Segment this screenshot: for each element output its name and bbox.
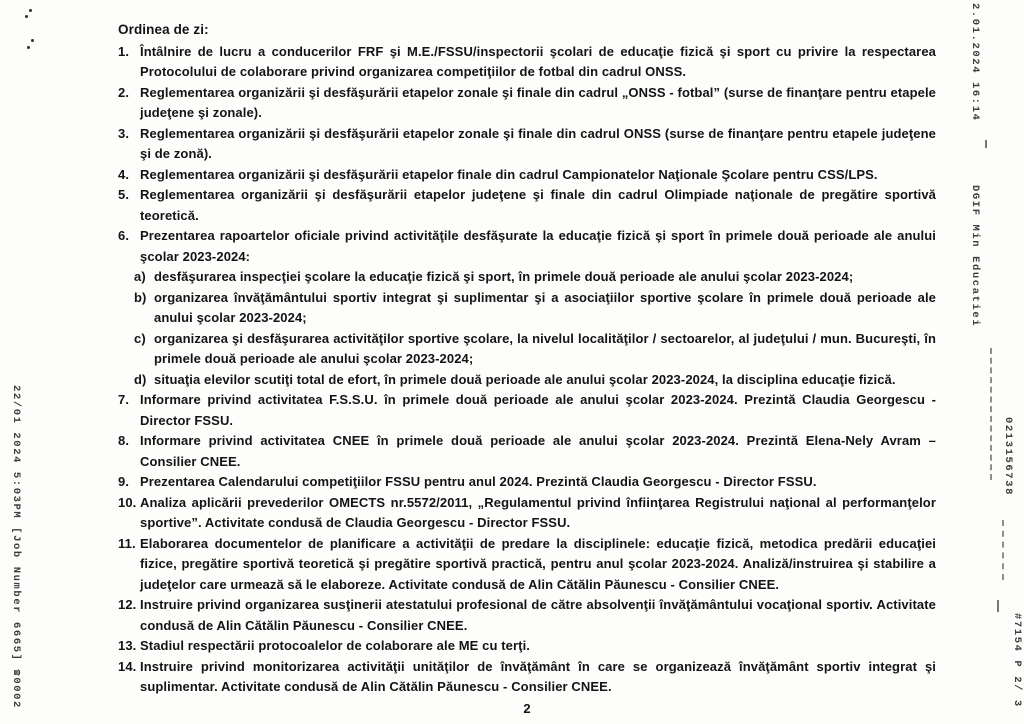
agenda-item <box>118 636 936 657</box>
agenda-item <box>118 431 936 472</box>
fax-sender-stamp: DGIF Min Educatiei <box>969 185 981 328</box>
agenda-subitem <box>134 370 936 391</box>
agenda-item <box>118 390 936 431</box>
item-text: situaţia elevilor scutiţi total de efort, în primele două perioade ale anului şcolar 2023-2024, la disciplina educaţie fizică. <box>154 371 896 387</box>
agenda-subitem <box>134 329 936 370</box>
item-text: Informare privind activitatea CNEE în primele două perioade ale anului şcolar 2023-2024. Prezintă Elena-Nely Avram – Consilier CNEE. <box>140 433 936 469</box>
agenda-item <box>118 83 936 124</box>
item-number: 3. <box>118 125 130 141</box>
agenda-item <box>118 493 936 534</box>
item-number: 11. <box>118 535 136 551</box>
fax-phone-stamp: 0213156738 <box>1002 417 1014 497</box>
fax-tick-mark <box>985 140 987 148</box>
item-text: Reglementarea organizării şi desfăşurării etapelor zonale şi finale din cadrul „ONSS - fotbal” (surse de finanţare pentru etapele judeţene şi zonale). <box>140 84 937 120</box>
item-number: a) <box>134 269 146 284</box>
agenda-item <box>118 124 936 165</box>
item-text: Informare privind activitatea F.S.S.U. în primele două perioade ale anului şcolar 2023-2024. Prezintă Claudia Georgescu - Director FSSU. <box>140 392 936 428</box>
item-number: 10. <box>118 494 137 510</box>
item-text: Elaborarea documentelor de planificare a activităţii de predare la disciplinele: educaţie fizică, metodica predării educaţiei fizice, pregătire sportivă teoretică şi pregătire sportivă practică, pentru anul şcolar 2023-2024. Analiză/instruirea şi stabilire a judeţelor care urmează să le elaboreze. Activitate condusă de Alin Cătălin Păunescu - Consilier CNEE. <box>140 535 936 592</box>
item-text: Întâlnire de lucru a conducerilor FRF şi M.E./FSSU/inspectorii şcolari de educaţie fizică şi sport cu privire la respectarea Protocolului de colaborare privind organizarea competiţiilor de fotbal din cadrul ONSS. <box>140 43 936 79</box>
fax-dashed-line <box>990 348 992 480</box>
item-number: 13. <box>118 638 137 653</box>
agenda-list <box>118 42 936 698</box>
agenda-title: Ordinea de zi: <box>118 22 209 37</box>
item-text: Instruire privind monitorizarea activităţii unităţilor de învăţământ în care se organizează învăţământ sportiv integrat şi suplimentar. Activitate condusă de Alin Cătălin Păunescu - Consilier CNEE. <box>140 658 936 694</box>
agenda-item <box>118 185 936 226</box>
item-number: 2. <box>118 84 130 100</box>
fax-tick-mark <box>997 600 999 612</box>
item-text: Reglementarea organizării şi desfăşurării etapelor zonale şi finale din cadrul ONSS (surse de finanţare pentru etapele judeţene şi de zonă). <box>140 125 936 161</box>
item-number: 7. <box>118 392 130 407</box>
item-text: Instruire privind organizarea susţinerii atestatului profesional de către absolvenţii învăţământului vocaţional sportiv. Activitate condusă de Alin Cătălin Păunescu - Consilier CNEE. <box>140 597 936 633</box>
agenda-subitem <box>134 267 936 288</box>
item-text: desfăşurarea inspecţiei şcolare la educaţie fizică şi sport, în primele două perioade ale anului şcolar 2023-2024; <box>154 269 854 284</box>
item-number: c) <box>134 330 146 346</box>
item-number: d) <box>134 371 147 387</box>
fax-datetime-stamp: 2.01.2024 16:14 <box>969 3 981 122</box>
item-number: 5. <box>118 187 130 202</box>
item-text: Analiza aplicării prevederilor OMECTS nr.5572/2011, „Regulamentul privind înfiinţarea Registrului naţional al performanţelor sportive”. Activitate condusă de Claudia Georgescu - Director FSSU. <box>140 494 936 530</box>
fax-page-info-stamp: #7154 P 2/ 3 <box>1011 613 1023 708</box>
item-text: Prezentarea Calendarului competiţiilor FSSU pentru anul 2024. Prezintă Claudia Georgescu - Director FSSU. <box>140 474 817 489</box>
item-number: 6. <box>118 228 130 243</box>
agenda-item <box>118 534 936 596</box>
agenda-subitem <box>134 288 936 329</box>
agenda-item <box>118 657 936 698</box>
item-number: 4. <box>118 166 130 182</box>
scan-artifact-dot <box>31 39 34 42</box>
item-number: 9. <box>118 474 130 489</box>
scan-artifact-dot <box>25 15 28 18</box>
item-text: Reglementarea organizării şi desfăşurării etapelor judeţene şi finale din cadrul Olimpiade naţionale de pregătire sportivă teoretică. <box>140 187 936 223</box>
scan-artifact-dot <box>27 46 30 49</box>
item-text: Reglementarea organizării şi desfăşurării etapelor finale din cadrul Campionatelor Naţionale Şcolare pentru CSS/LPS. <box>140 166 878 182</box>
agenda-item <box>118 595 936 636</box>
item-number: 12. <box>118 597 137 612</box>
agenda-item <box>118 472 936 493</box>
item-text: organizarea şi desfăşurarea activităţilor sportive şcolare, la nivelul localităţilor / sectoarelor, al judeţului / mun. Bucureşti, în primele două perioade ale anului şcolar 2023-2024; <box>154 330 936 366</box>
scan-artifact-dot <box>29 9 32 12</box>
agenda-item <box>118 226 936 267</box>
item-text: organizarea învăţământului sportiv integrat şi suplimentar şi a asociaţiilor sportive şcolare în primele două perioade ale anului şcolar 2023-2024; <box>154 289 936 325</box>
item-text: Prezentarea rapoartelor oficiale privind activităţile desfăşurate la educaţie fizică şi sport în primele două perioade ale anului şcolar 2023-2024: <box>140 228 936 264</box>
page-number: 2 <box>523 700 531 716</box>
item-number: 8. <box>118 433 130 448</box>
item-number: 1. <box>118 43 130 59</box>
item-number: b) <box>134 289 147 305</box>
agenda-item <box>118 42 936 83</box>
item-text: Stadiul respectării protocoalelor de colaborare ale ME cu terţi. <box>140 638 531 653</box>
document-body <box>118 20 936 719</box>
item-number: 14. <box>118 658 137 674</box>
fax-job-stamp: 22/01 2024 5:03PM [Job Number 6665] ☎0002 <box>10 385 22 709</box>
agenda-item <box>118 165 936 186</box>
fax-dashed-line <box>1002 520 1004 580</box>
